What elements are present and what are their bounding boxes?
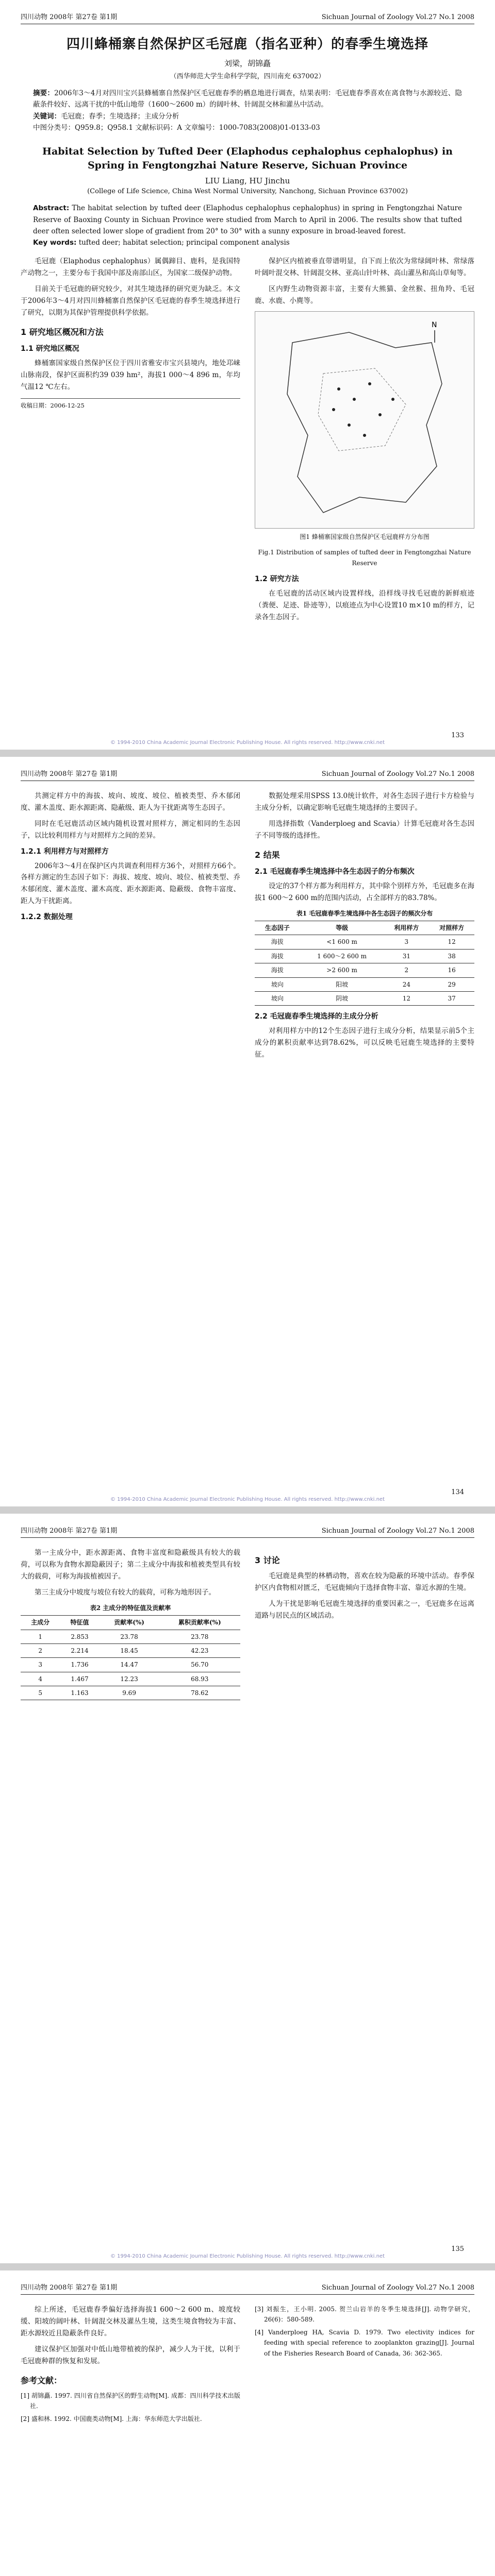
en-keywords-text: tufted deer; habitat selection; principal component analysis [78, 239, 290, 247]
left-column [21, 1547, 240, 1705]
table-row [255, 977, 474, 991]
figure-caption: 图1 蜂桶寨国家级自然保护区毛冠鹿样方分布图 [300, 533, 430, 541]
table-cell: 阴坡 [300, 991, 384, 1005]
table-cell: 1.163 [60, 1686, 99, 1700]
table-cell: 海拔 [255, 963, 300, 977]
table-header: 对照样方 [429, 921, 474, 935]
page-number: 135 [451, 2245, 464, 2253]
table-row [255, 935, 474, 949]
body-columns [21, 1547, 474, 1705]
body-columns [21, 256, 474, 628]
table-row [21, 1643, 240, 1657]
authors: 刘梁，胡锦矗 [224, 59, 271, 68]
table-row [21, 1658, 240, 1672]
map-outline [255, 312, 474, 528]
running-header-right: Sichuan Journal of Zoology Vol.27 No.1 2008 [321, 1527, 474, 1535]
subsection-heading: 2.2 毛冠鹿春季生境选择的主成分分析 [255, 1012, 378, 1021]
right-column [255, 790, 474, 1065]
table-cell: 3 [384, 935, 429, 949]
keywords-label: 关键词： [33, 112, 61, 121]
running-header-right: Sichuan Journal of Zoology Vol.27 No.1 2008 [321, 770, 474, 778]
left-column [21, 2304, 240, 2426]
table-header: 特征值 [60, 1616, 99, 1630]
table-row [21, 1672, 240, 1686]
body-paragraph: 区内野生动物资源丰富，主要有大熊猫、金丝猴、扭角羚、毛冠鹿、水鹿、小麂等。 [255, 285, 474, 306]
body-paragraph: 2006年3～4月在保护区内共调查利用样方36个，对照样方66个。各样方测定的生态因子如下：海拔、坡度、坡向、坡位、植被类型、乔木郁闭度、灌木盖度、灌木高度、距水源距离、隐蔽级、食物丰富度、距人为干扰距离。 [21, 861, 240, 906]
table-cell: 18.45 [100, 1643, 159, 1657]
table-cell: 1.467 [60, 1672, 99, 1686]
body-paragraph: 毛冠鹿（Elaphodus cephalophus）属偶蹄目、鹿科，是我国特产动物之一，主要分布于我国中部及南部山区，为国家二级保护动物。 [21, 257, 240, 278]
left-column [21, 790, 240, 1065]
table-cell: 38 [429, 949, 474, 963]
table-header: 利用样方 [384, 921, 429, 935]
body-paragraph: 建议保护区加强对中低山地带植被的保护，减少人为干扰，以利于毛冠鹿种群的恢复和发展。 [21, 2345, 240, 2365]
classification-line: 中图分类号：Q959.8；Q958.1 文献标识码：A 文章编号：1000-7083(2008)01-0133-03 [33, 123, 320, 132]
english-affiliation: (College of Life Science, China West Normal University, Nanchong, Sichuan Province 637002) [87, 188, 408, 196]
running-header [21, 0, 474, 24]
publisher-watermark: © 1994-2010 China Academic Journal Electronic Publishing House. All rights reserved. http://www.cnki.net [110, 1497, 385, 1502]
body-columns [21, 790, 474, 1065]
table-cell: 56.70 [159, 1658, 241, 1672]
paper-page-3 [0, 1514, 495, 2263]
running-header-left: 四川动物 2008年 第27卷 第1期 [21, 2284, 118, 2292]
body-paragraph: 在毛冠鹿的活动区域内设置样线，沿样线寻找毛冠鹿的新鲜痕迹（粪便、足迹、卧迹等），以痕迹点为中心设置10 m×10 m的样方，记录各生态因子。 [255, 589, 474, 621]
publisher-watermark: © 1994-2010 China Academic Journal Electronic Publishing House. All rights reserved. http://www.cnki.net [110, 740, 385, 745]
body-paragraph: 设定的37个样方都为利用样方，其中除个别样方外，毛冠鹿多在海拔1 600～2 600 m的范围内活动，占全部样方的83.78%。 [255, 882, 474, 902]
table-cell: 坡向 [255, 991, 300, 1005]
body-paragraph: 数据处理采用SPSS 13.0统计软件，对各生态因子进行卡方检验与主成分分析，以确定影响毛冠鹿生境选择的主要因子。 [255, 792, 474, 812]
table-header: 等级 [300, 921, 384, 935]
table-cell: 1 600～2 600 m [300, 949, 384, 963]
en-abstract-text: The habitat selection by tufted deer (Elaphodus cephalophus cephalophus) in spring in Fengtongzhai Nature Reserve of Baoxing County in Sichuan Province were studied from March to April in 2006. The results show that tufted deer often selected lower slope of gradient from 20° to 30° with a sunny exposure in broad-leaved forest. [33, 204, 462, 235]
abstract-en [33, 202, 462, 248]
publisher-watermark: © 1994-2010 China Academic Journal Electronic Publishing House. All rights reserved. http://www.cnki.net [110, 2253, 385, 2259]
table-header: 生态因子 [255, 921, 300, 935]
subsection-heading: 1.2 研究方法 [255, 575, 299, 584]
running-header-left: 四川动物 2008年 第27卷 第1期 [21, 13, 118, 21]
body-columns [21, 2304, 474, 2426]
en-abstract-label: Abstract: [33, 204, 70, 213]
table-cell: 2 [384, 963, 429, 977]
frequency-table [255, 921, 474, 1006]
references-heading: 参考文献： [21, 2375, 62, 2385]
abstract-label: 摘要： [33, 89, 55, 97]
body-paragraph: 毛冠鹿是典型的林栖动物，喜欢在较为隐蔽的环境中活动。春季保护区内食物相对匮乏，毛冠鹿倾向于选择食物丰富、靠近水源的生境。 [255, 1572, 474, 1592]
paper-title: 四川蜂桶寨自然保护区毛冠鹿（指名亚种）的春季生境选择 [66, 37, 428, 52]
received-date-footnote: 收稿日期：2006-12-25 [21, 398, 240, 411]
table-cell: 2 [21, 1643, 60, 1657]
abstract-cn [33, 88, 462, 133]
reference-item: [2] 盛和林. 1992. 中国鹿类动物[M]. 上海：华东师范大学出版社. [21, 2415, 202, 2422]
table-header: 贡献率(%) [100, 1616, 159, 1630]
keywords-text: 毛冠鹿；春季；生境选择；主成分分析 [61, 112, 179, 121]
table-cell: 1.736 [60, 1658, 99, 1672]
paper-page-4 [0, 2270, 495, 2576]
table-row [21, 1630, 240, 1643]
running-header [21, 757, 474, 781]
section-heading: 2 结果 [255, 850, 280, 860]
body-paragraph: 综上所述，毛冠鹿春季偏好选择海拔1 600～2 600 m、坡度较缓、阳坡的阔叶林、针阔混交林及灌丛生境，这类生境食物较为丰富、距水源较近且隐蔽条件良好。 [21, 2306, 240, 2337]
table-cell: 海拔 [255, 935, 300, 949]
table-cell: 3 [21, 1658, 60, 1672]
table-cell: 31 [384, 949, 429, 963]
running-header [21, 2270, 474, 2295]
table-cell: 9.69 [100, 1686, 159, 1700]
body-paragraph: 同时在毛冠鹿活动区域内随机设置对照样方，测定相同的生态因子，以比较利用样方与对照样方之间的差异。 [21, 819, 240, 840]
running-header-right: Sichuan Journal of Zoology Vol.27 No.1 2008 [321, 2284, 474, 2292]
body-paragraph: 人为干扰是影响毛冠鹿生境选择的重要因素之一，毛冠鹿多在远离道路与居民点的区域活动。 [255, 1600, 474, 1620]
table-cell: 42.23 [159, 1643, 241, 1657]
body-paragraph: 对利用样方中的12个生态因子进行主成分分析，结果显示前5个主成分的累积贡献率达到78.62%，可以反映毛冠鹿生境选择的主要特征。 [255, 1027, 474, 1059]
table-cell: 16 [429, 963, 474, 977]
page-number: 133 [451, 732, 464, 739]
body-paragraph: 共测定样方中的海拔、坡向、坡度、坡位、植被类型、乔木郁闭度、灌木盖度、距水源距离、隐蔽级、距人为干扰距离等生态因子。 [21, 792, 240, 812]
table-cell: 37 [429, 991, 474, 1005]
table-cell: 29 [429, 977, 474, 991]
table-cell: 阳坡 [300, 977, 384, 991]
svg-text:N: N [432, 321, 437, 330]
right-column [255, 2304, 474, 2426]
body-paragraph: 第三主成分中坡度与坡位有较大的载荷，可称为地形因子。 [35, 1588, 216, 1597]
running-header-left: 四川动物 2008年 第27卷 第1期 [21, 1527, 118, 1535]
subsection-heading: 1.1 研究地区概况 [21, 345, 79, 353]
reference-list [21, 2391, 240, 2424]
page-number: 134 [451, 1488, 464, 1496]
table-cell: 2.853 [60, 1630, 99, 1643]
affiliation: （西华师范大学生命科学学院，四川南充 637002） [170, 73, 325, 80]
table-cell: 海拔 [255, 949, 300, 963]
table-cell: 68.93 [159, 1672, 241, 1686]
table-cell: 23.78 [100, 1630, 159, 1643]
table-cell: 5 [21, 1686, 60, 1700]
table-row [255, 949, 474, 963]
figure-caption-en: Fig.1 Distribution of samples of tufted deer in Fengtongzhai Nature Reserve [258, 549, 471, 567]
table-row [21, 1686, 240, 1700]
table-caption: 表2 主成分的特征值及贡献率 [90, 1604, 171, 1612]
abstract-text: 2006年3～4月对四川宝兴县蜂桶寨自然保护区毛冠鹿春季的栖息地进行调查，结果表明：毛冠鹿春季喜欢在离食物与水源较近、隐蔽条件较好、远离干扰的中低山地带（1600～2600 m）的阔叶林、针阔混交林和灌丛中活动。 [33, 89, 462, 109]
eigenvalue-table [21, 1615, 240, 1700]
table-row [255, 963, 474, 977]
table-cell: 12 [429, 935, 474, 949]
subsection-heading: 2.1 毛冠鹿春季生境选择中各生态因子的分布频次 [255, 867, 415, 876]
english-title: Habitat Selection by Tufted Deer (Elaphodus cephalophus cephalophus) in Spring in Fengtongzhai Nature Reserve, Sichuan Province [42, 146, 453, 171]
body-paragraph: 保护区内植被垂直带谱明显，自下而上依次为常绿阔叶林、常绿落叶阔叶混交林、针阔混交林、亚高山针叶林、高山灌丛和高山草甸等。 [255, 257, 474, 278]
en-keywords-label: Key words: [33, 239, 77, 247]
table-cell: 14.47 [100, 1658, 159, 1672]
section-heading: 1 研究地区概况和方法 [21, 327, 104, 337]
paper-page-1 [0, 0, 495, 750]
reference-item: [3] 刘振生，王小明. 2005. 贺兰山岩羊的冬季生境选择[J]. 动物学研究，26(6)：580-589. [255, 2306, 474, 2324]
running-header [21, 1514, 474, 1538]
reference-item: [1] 胡锦矗. 1997. 四川省自然保护区的野生动物[M]. 成都：四川科学技术出版社. [21, 2392, 240, 2410]
table-cell: 12.23 [100, 1672, 159, 1686]
right-column [255, 1547, 474, 1705]
table-cell: <1 600 m [300, 935, 384, 949]
body-paragraph: 用选择指数（Vanderploeg and Scavia）计算毛冠鹿对各生态因子不同等级的选择性。 [255, 819, 474, 840]
table-cell: 78.62 [159, 1686, 241, 1700]
table-cell: >2 600 m [300, 963, 384, 977]
table-cell: 1 [21, 1630, 60, 1643]
section-heading: 3 讨论 [255, 1555, 280, 1565]
table-header: 累积贡献率(%) [159, 1616, 241, 1630]
paper-page-2 [0, 757, 495, 1506]
subsection-heading: 1.2.2 数据处理 [21, 913, 73, 922]
table-cell: 24 [384, 977, 429, 991]
table-cell: 2.214 [60, 1643, 99, 1657]
running-header-left: 四川动物 2008年 第27卷 第1期 [21, 770, 118, 778]
table-header: 主成分 [21, 1616, 60, 1630]
table-row [255, 991, 474, 1005]
table-cell: 坡向 [255, 977, 300, 991]
body-paragraph: 第一主成分中，距水源距离、食物丰富度和隐蔽级具有较大的载荷，可以称为食物水源隐蔽因子；第二主成分中海拔和植被类型具有较大的载荷，可称为海拔植被因子。 [21, 1549, 240, 1581]
table-cell: 23.78 [159, 1630, 241, 1643]
body-paragraph: 蜂桶寨国家级自然保护区位于四川省雅安市宝兴县境内，地处邛崃山脉南段，保护区面积约39 039 hm²，海拔1 000～4 896 m，年均气温12 ℃左右。 [21, 359, 240, 391]
table-cell: 12 [384, 991, 429, 1005]
body-paragraph: 目前关于毛冠鹿的研究较少，对其生境选择的研究更为缺乏。本文于2006年3～4月对四川蜂桶寨自然保护区毛冠鹿的春季生境选择进行了研究，以期为其保护管理提供科学依据。 [21, 285, 240, 317]
right-column [255, 256, 474, 628]
running-header-right: Sichuan Journal of Zoology Vol.27 No.1 2008 [321, 13, 474, 21]
table-caption: 表1 毛冠鹿春季生境选择中各生态因子的频次分布 [296, 909, 433, 917]
distribution-map-figure [255, 311, 474, 529]
left-column [21, 256, 240, 628]
table-cell: 4 [21, 1672, 60, 1686]
english-authors: LIU Liang, HU Jinchu [205, 176, 290, 186]
subsection-heading: 1.2.1 利用样方与对照样方 [21, 847, 109, 856]
reference-list [255, 2304, 474, 2359]
reference-item: [4] Vanderploeg HA, Scavia D. 1979. Two electivity indices for feeding with special reference to zooplankton grazing[J]. Journal of the Fisheries Research Board of Canada, 36: 362-365. [255, 2328, 474, 2357]
